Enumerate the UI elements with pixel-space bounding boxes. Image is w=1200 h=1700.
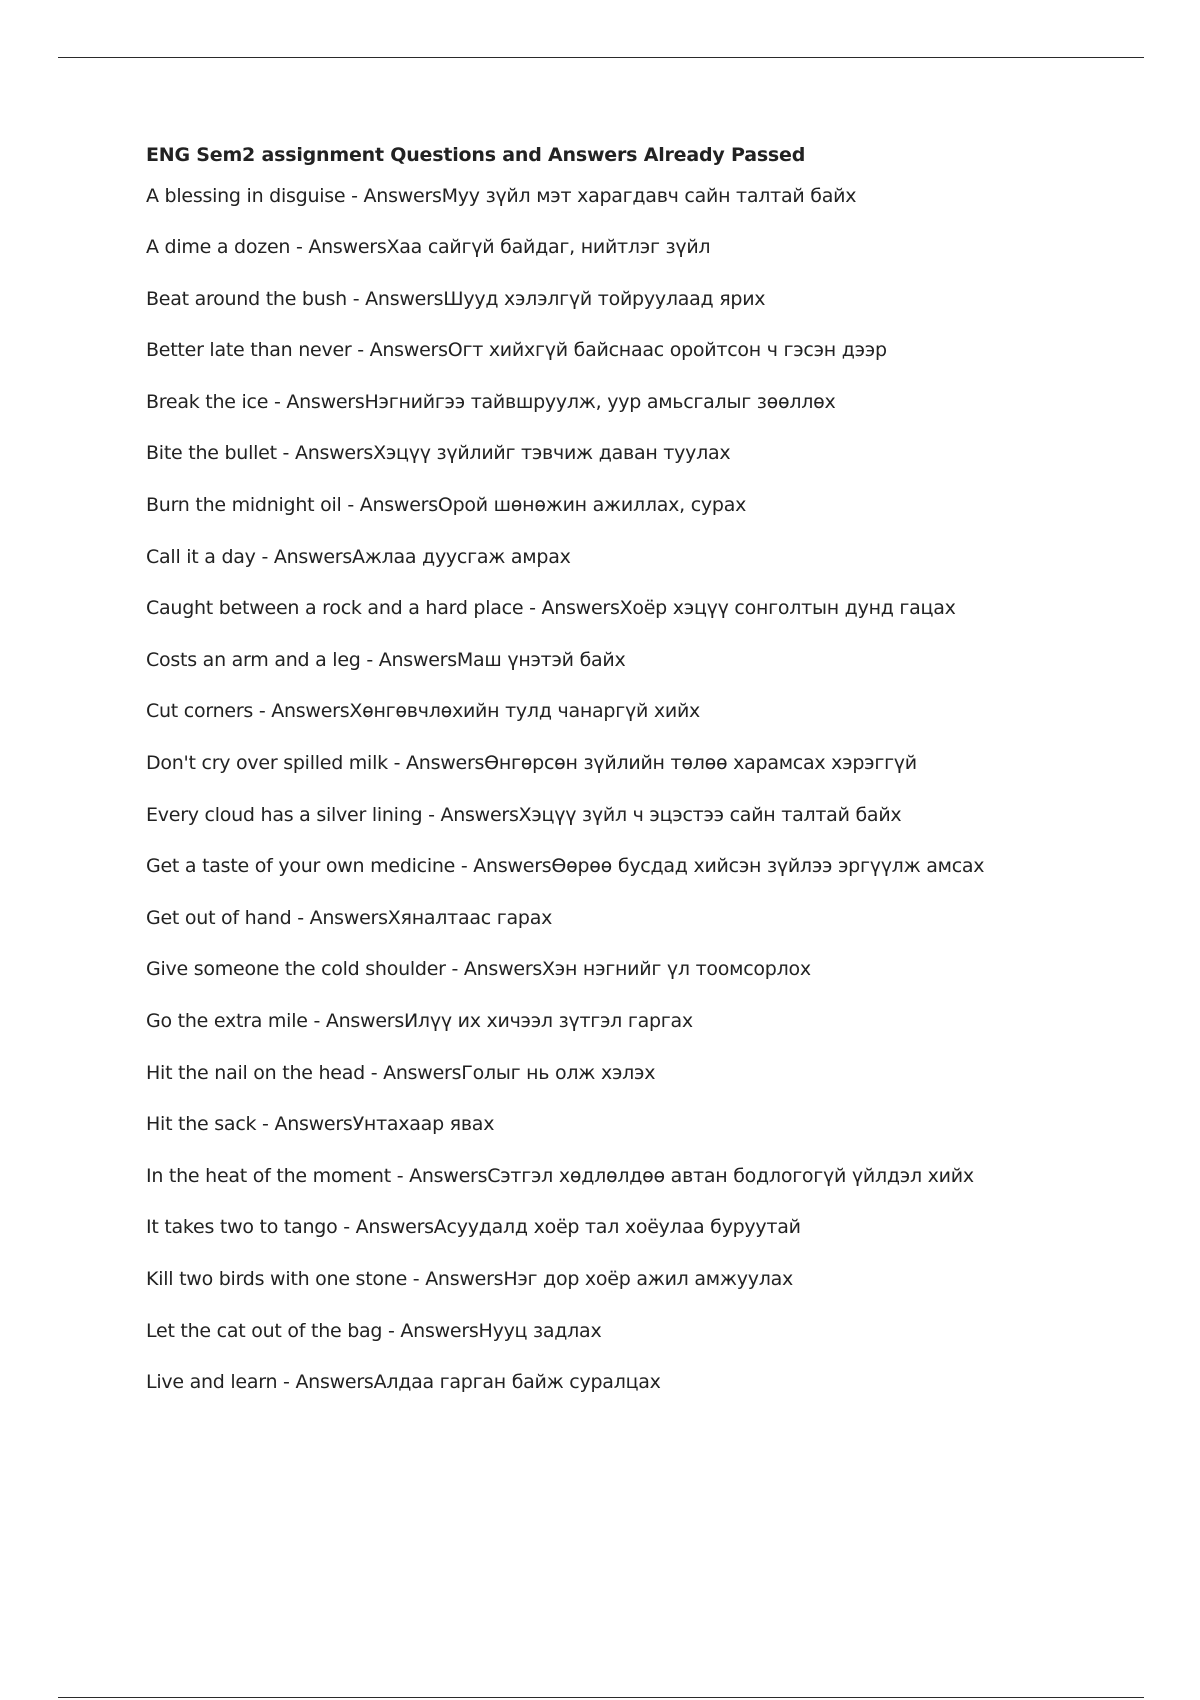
list-item: Better late than never - AnswersОгт хийхгүй байснаас оройтсон ч гэсэн дээр: [146, 339, 887, 362]
list-item: A dime a dozen - AnswersХаа сайгүй байдаг, нийтлэг зүйл: [146, 236, 711, 259]
list-item: Don't cry over spilled milk - AnswersӨнгөрсөн зүйлийн төлөө харамсах хэрэггүй: [146, 752, 917, 775]
document-title: ENG Sem2 assignment Questions and Answers Already Passed: [146, 144, 806, 166]
list-item: Hit the nail on the head - AnswersГолыг нь олж хэлэх: [146, 1061, 656, 1084]
list-item: Break the ice - AnswersНэгнийгээ тайвшруулж, уур амьсгалыг зөөллөх: [146, 390, 836, 413]
list-item: Kill two birds with one stone - AnswersНэг дор хоёр ажил амжуулах: [146, 1267, 793, 1290]
list-item: Give someone the cold shoulder - AnswersХэн нэгнийг үл тоомсорлох: [146, 958, 811, 981]
list-item: Call it a day - AnswersАжлаа дуусгаж амрах: [146, 545, 571, 568]
list-item: Every cloud has a silver lining - AnswersХэцүү зүйл ч эцэстээ сайн талтай байх: [146, 803, 902, 826]
list-item: Bite the bullet - AnswersХэцүү зүйлийг тэвчиж даван туулах: [146, 442, 731, 465]
list-item: A blessing in disguise - AnswersМуу зүйл мэт харагдавч сайн талтай байх: [146, 184, 857, 207]
list-item: Live and learn - AnswersАлдаа гарган байж суралцах: [146, 1371, 661, 1394]
list-item: Cut corners - AnswersХөнгөвчлөхийн тулд чанаргүй хийх: [146, 700, 701, 723]
list-item: Go the extra mile - AnswersИлүү их хичээл зүтгэл гаргах: [146, 1010, 693, 1032]
list-item: Get out of hand - AnswersХяналтаас гарах: [146, 906, 553, 929]
list-item: Costs an arm and a leg - AnswersМаш үнэтэй байх: [146, 648, 626, 671]
list-item: In the heat of the moment - AnswersСэтгэл хөдлөлдөө автан бодлогогүй үйлдэл хийх: [146, 1164, 974, 1187]
list-item: It takes two to tango - AnswersАсуудалд хоёр тал хоёулаа буруутай: [146, 1216, 801, 1239]
document-body: [146, 144, 1146, 1423]
list-item: Beat around the bush - AnswersШууд хэлэлгүй тойруулаад ярих: [146, 287, 766, 310]
page-bottom-rule: [58, 1697, 1144, 1698]
list-item: Hit the sack - AnswersУнтахаар явах: [146, 1113, 495, 1136]
list-item: Get a taste of your own medicine - AnswersӨөрөө бусдад хийсэн зүйлээ эргүүлж амсах: [146, 855, 985, 878]
idiom-list: [146, 185, 1146, 1394]
list-item: Let the cat out of the bag - AnswersНууц задлах: [146, 1319, 602, 1342]
page-top-rule: [58, 57, 1144, 58]
list-item: Caught between a rock and a hard place - AnswersХоёр хэцүү сонголтын дунд гацах: [146, 597, 956, 620]
list-item: Burn the midnight oil - AnswersОрой шөнөжин ажиллах, сурах: [146, 494, 747, 517]
